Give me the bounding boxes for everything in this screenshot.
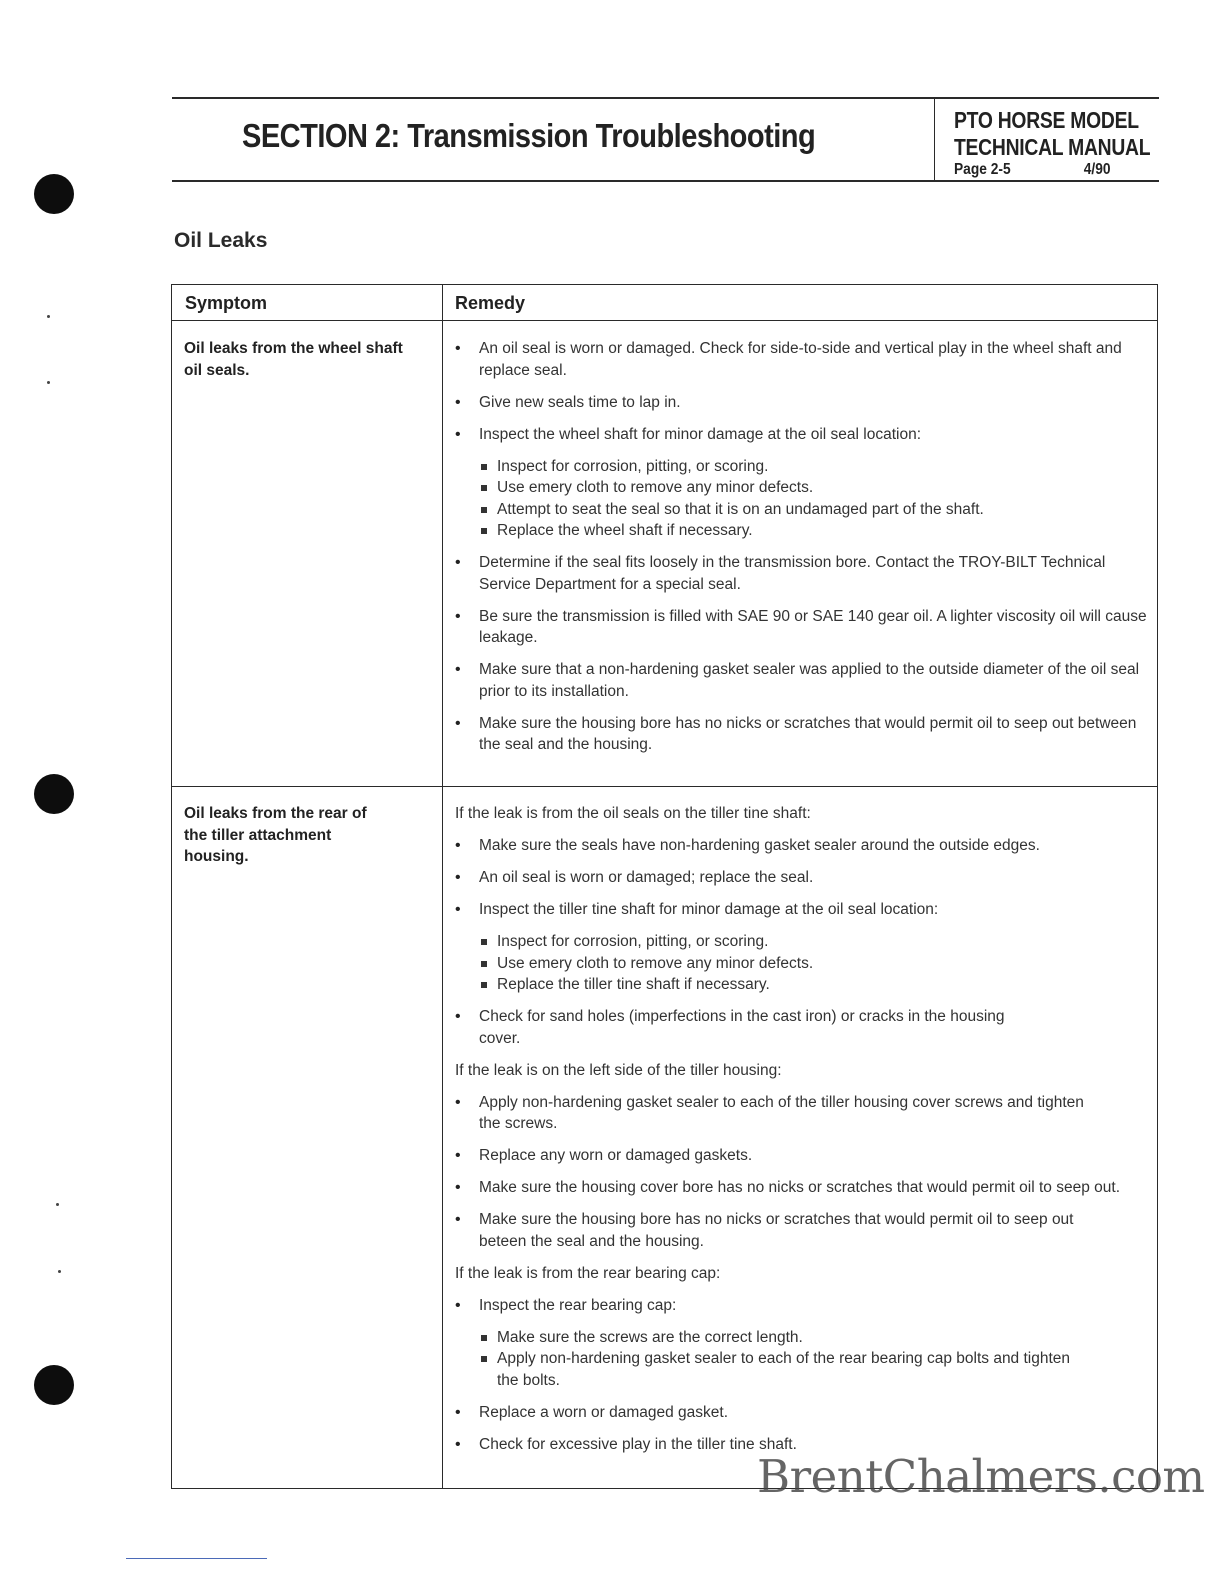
manual-type: TECHNICAL MANUAL (954, 134, 1151, 160)
site-watermark: BrentChalmers.com (757, 1450, 1205, 1503)
binder-hole-top (34, 174, 74, 214)
remedy-item: • Inspect the tiller tine shaft for minor damage at the oil seal location: (455, 899, 1155, 921)
binder-hole-middle (34, 774, 74, 814)
manual-model: PTO HORSE MODEL (954, 107, 1139, 133)
remedy-item: • Make sure the housing bore has no nicks or scratches that would permit oil to seep out between the seal and the housing. (455, 713, 1155, 756)
scan-speck (58, 1270, 61, 1273)
remedy-subitem: Replace the wheel shaft if necessary. (455, 520, 1155, 542)
remedy-item: • Make sure the housing cover bore has no nicks or scratches that would permit oil to seep out. (455, 1177, 1155, 1199)
remedy-list (455, 1092, 1155, 1253)
scan-speck (47, 315, 50, 318)
scan-speck (56, 1203, 59, 1206)
remedy-item: • Make sure the housing bore has no nicks or scratches that would permit oil to seep out beteen the seal and the housing. (455, 1209, 1155, 1252)
remedy-cell (455, 338, 1155, 766)
remedy-list (455, 1402, 1155, 1456)
remedy-item: • Check for excessive play in the tiller tine shaft. (455, 1434, 1155, 1456)
remedy-cell (455, 803, 1155, 1466)
remedy-item: • Make sure the seals have non-hardening gasket sealer around the outside edges. (455, 835, 1155, 857)
remedy-intro: If the leak is from the rear bearing cap: (455, 1264, 721, 1282)
remedy-item: • Inspect the wheel shaft for minor damage at the oil seal location: (455, 424, 1155, 446)
header-row-divider (172, 320, 1157, 321)
remedy-item: • Give new seals time to lap in. (455, 392, 1155, 414)
row-divider (172, 786, 1157, 787)
remedy-subitem: Replace the tiller tine shaft if necessary. (455, 974, 1155, 996)
remedy-sublist (455, 456, 1155, 542)
section-heading: Oil Leaks (174, 229, 268, 252)
remedy-intro: If the leak is on the left side of the tiller housing: (455, 1061, 782, 1079)
section-title: SECTION 2: Transmission Troubleshooting (242, 117, 816, 154)
revision-date: 4/90 (1083, 161, 1111, 178)
column-header-remedy: Remedy (455, 293, 526, 313)
binder-hole-bottom (34, 1365, 74, 1405)
remedy-subitem: Attempt to seat the seal so that it is on an undamaged part of the shaft. (455, 499, 1155, 521)
column-divider (442, 285, 443, 1488)
remedy-item: • Check for sand holes (imperfections in the cast iron) or cracks in the housing cover. (455, 1006, 1155, 1049)
manual-info (954, 107, 1154, 179)
troubleshooting-table (171, 284, 1158, 1489)
page-info (954, 161, 1111, 179)
remedy-list (455, 1006, 1155, 1049)
footer-rule (126, 1558, 267, 1559)
remedy-item: • Determine if the seal fits loosely in the transmission bore. Contact the TROY-BILT Technical Service Department for a special seal. (455, 552, 1155, 595)
remedy-subitem: Inspect for corrosion, pitting, or scoring. (455, 931, 1155, 953)
remedy-item: • Replace a worn or damaged gasket. (455, 1402, 1155, 1424)
remedy-item: • Inspect the rear bearing cap: (455, 1295, 1155, 1317)
remedy-sublist (455, 931, 1155, 996)
symptom-cell: Oil leaks from the wheel shaft oil seals. (184, 340, 403, 379)
remedy-subitem: Apply non-hardening gasket sealer to each of the rear bearing cap bolts and tighten the bolts. (455, 1348, 1155, 1391)
remedy-subitem: Make sure the screws are the correct length. (455, 1327, 1155, 1349)
column-header-symptom: Symptom (185, 293, 268, 313)
scan-speck (47, 381, 50, 384)
remedy-sublist (455, 1327, 1155, 1392)
page-number: Page 2-5 (954, 161, 1011, 178)
remedy-subitem: Inspect for corrosion, pitting, or scoring. (455, 456, 1155, 478)
remedy-item: • An oil seal is worn or damaged. Check for side-to-side and vertical play in the wheel shaft and replace seal. (455, 338, 1155, 381)
remedy-item: • Apply non-hardening gasket sealer to each of the tiller housing cover screws and tighten the screws. (455, 1092, 1155, 1135)
symptom-cell: Oil leaks from the rear of the tiller attachment housing. (184, 805, 367, 865)
remedy-intro: If the leak is from the oil seals on the tiller tine shaft: (455, 805, 811, 822)
remedy-list (455, 1295, 1155, 1317)
remedy-item: • Make sure that a non-hardening gasket sealer was applied to the outside diameter of the oil seal prior to its installation. (455, 659, 1155, 702)
remedy-item: • Be sure the transmission is filled with SAE 90 or SAE 140 gear oil. A lighter viscosity oil will cause leakage. (455, 606, 1155, 649)
remedy-list (455, 552, 1155, 756)
remedy-list (455, 338, 1155, 445)
remedy-subitem: Use emery cloth to remove any minor defects. (455, 477, 1155, 499)
remedy-subitem: Use emery cloth to remove any minor defects. (455, 953, 1155, 975)
remedy-list (455, 835, 1155, 921)
header-divider (934, 99, 935, 180)
page-header (172, 97, 1159, 182)
remedy-item: • An oil seal is worn or damaged; replace the seal. (455, 867, 1155, 889)
remedy-item: • Replace any worn or damaged gaskets. (455, 1145, 1155, 1167)
